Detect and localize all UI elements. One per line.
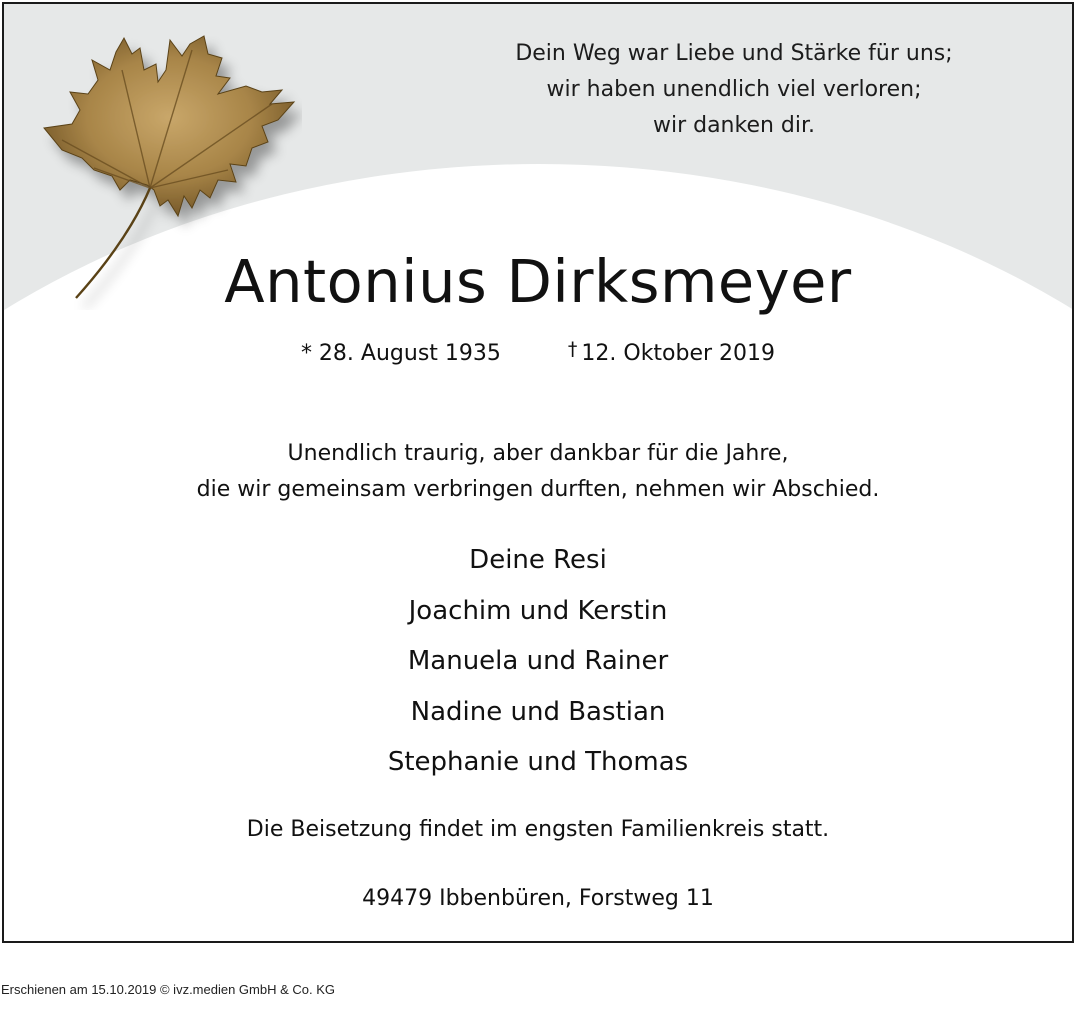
family-name: Deine Resi <box>469 545 607 575</box>
address: 49479 Ibbenbüren, Forstweg 11 <box>362 886 714 911</box>
motto-line: Dein Weg war Liebe und Stärke für uns; <box>515 41 953 66</box>
motto-line: wir danken dir. <box>652 113 816 138</box>
family-name: Stephanie und Thomas <box>387 747 689 777</box>
publication-footer: Erschienen am 15.10.2019 © ivz.medien GmbH & Co. KG <box>1 982 336 997</box>
death-date: 12. Oktober 2019 <box>581 341 776 366</box>
motto-line: wir haben unendlich viel verloren; <box>546 77 922 102</box>
cross-icon: † <box>567 338 578 360</box>
life-dates <box>4 333 1072 370</box>
family-name: Manuela und Rainer <box>407 646 669 676</box>
family-list <box>4 535 1072 788</box>
burial-note: Die Beisetzung findet im engsten Familienkreis statt. <box>246 817 830 842</box>
deceased-name: Antonius Dirksmeyer <box>224 247 852 316</box>
message-line: die wir gemeinsam verbringen durften, nehmen wir Abschied. <box>196 477 880 502</box>
message-line: Unendlich traurig, aber dankbar für die Jahre, <box>287 441 789 466</box>
death-date-group <box>568 333 775 370</box>
family-name: Joachim und Kerstin <box>408 595 668 626</box>
family-name: Nadine und Bastian <box>410 696 666 727</box>
farewell-message <box>4 436 1072 508</box>
birth-date: * 28. August 1935 <box>300 341 501 366</box>
obituary-notice <box>2 2 1074 943</box>
motto-verse <box>464 36 1004 144</box>
